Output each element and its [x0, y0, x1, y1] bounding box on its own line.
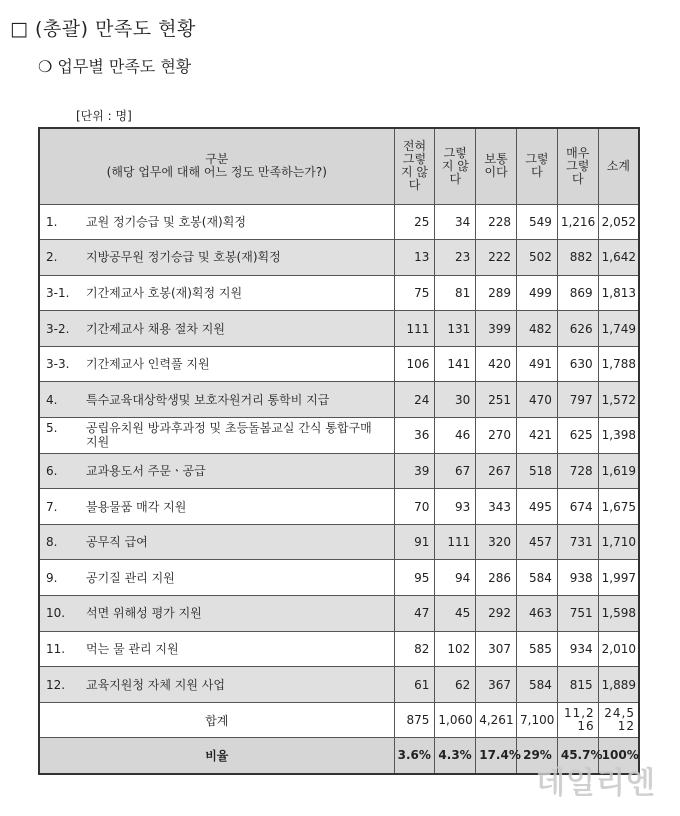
- cell-v4: 502: [517, 240, 558, 276]
- cell-v5: 751: [557, 596, 598, 632]
- ratio-row-v4: 29%: [517, 738, 558, 774]
- cell-v3: 320: [476, 524, 517, 560]
- cell-v5: 630: [557, 346, 598, 382]
- cell-v3: 286: [476, 560, 517, 596]
- cell-v2: 30: [435, 382, 476, 418]
- table-row: [39, 382, 639, 418]
- header-subtotal: 소계: [598, 128, 639, 204]
- ratio-row-v1: 3.6%: [394, 738, 435, 774]
- cell-v6: 1,749: [598, 311, 639, 347]
- cell-v1: 24: [394, 382, 435, 418]
- ratio-row-v3: 17.4%: [476, 738, 517, 774]
- cell-v6: 1,889: [598, 667, 639, 703]
- cell-v2: 34: [435, 204, 476, 240]
- table-row: [39, 346, 639, 382]
- row-text: 지방공무원 정기승급 및 호봉(재)획정: [86, 250, 281, 265]
- cell-v5: 626: [557, 311, 598, 347]
- cell-v4: 463: [517, 596, 558, 632]
- cell-v5: 797: [557, 382, 598, 418]
- header-strongly-agree: 매우 그렇 다: [557, 128, 598, 204]
- row-label: [39, 382, 394, 418]
- cell-v5: 731: [557, 524, 598, 560]
- cell-v1: 70: [394, 489, 435, 525]
- cell-v1: 39: [394, 453, 435, 489]
- ratio-row-v5: 45.7%: [557, 738, 598, 774]
- total-row: [39, 702, 639, 738]
- cell-v5: 728: [557, 453, 598, 489]
- cell-v4: 585: [517, 631, 558, 667]
- table-row: [39, 311, 639, 347]
- ratio-row-v2: 4.3%: [435, 738, 476, 774]
- page-title: □ (총괄) 만족도 현황: [10, 18, 196, 40]
- cell-v6: 1,398: [598, 418, 639, 454]
- cell-v6: 1,997: [598, 560, 639, 596]
- cell-v4: 482: [517, 311, 558, 347]
- cell-v1: 111: [394, 311, 435, 347]
- table-row: [39, 489, 639, 525]
- cell-v2: 23: [435, 240, 476, 276]
- cell-v2: 131: [435, 311, 476, 347]
- row-number: 2.: [46, 250, 58, 265]
- cell-v1: 91: [394, 524, 435, 560]
- table-row: [39, 560, 639, 596]
- row-number: 8.: [46, 535, 58, 550]
- cell-v5: 934: [557, 631, 598, 667]
- cell-v4: 584: [517, 560, 558, 596]
- total-row-v2: 1,060: [435, 702, 476, 738]
- cell-v3: 292: [476, 596, 517, 632]
- row-number: 11.: [46, 641, 66, 656]
- row-label: [39, 596, 394, 632]
- row-text: 공무직 급여: [86, 535, 148, 550]
- row-number: 5.: [46, 421, 58, 436]
- row-number: 10.: [46, 606, 66, 621]
- cell-v5: 938: [557, 560, 598, 596]
- cell-v6: 2,010: [598, 631, 639, 667]
- satisfaction-table: [38, 127, 640, 775]
- unit-label: [단위 : 명]: [76, 109, 132, 123]
- cell-v6: 1,788: [598, 346, 639, 382]
- row-text: 석면 위해성 평가 지원: [86, 606, 202, 621]
- cell-v3: 222: [476, 240, 517, 276]
- row-text: 특수교육대상학생및 보호자원거리 통학비 지급: [86, 392, 330, 407]
- row-label: [39, 560, 394, 596]
- cell-v1: 13: [394, 240, 435, 276]
- cell-v1: 47: [394, 596, 435, 632]
- table-row: [39, 240, 639, 276]
- total-row-v5: 11,216: [557, 702, 598, 738]
- cell-v3: 307: [476, 631, 517, 667]
- row-number: 9.: [46, 570, 58, 585]
- row-number: 3-1.: [46, 285, 70, 300]
- row-text: 기간제교사 인력풀 지원: [86, 357, 210, 372]
- row-text: 불용물품 매각 지원: [86, 499, 187, 514]
- cell-v6: 1,572: [598, 382, 639, 418]
- cell-v4: 549: [517, 204, 558, 240]
- cell-v4: 584: [517, 667, 558, 703]
- row-text: 기간제교사 호봉(재)획정 지원: [86, 285, 243, 300]
- cell-v1: 61: [394, 667, 435, 703]
- row-text: 공립유치원 방과후과정 및 초등돌봄교실 간식 통합구매 지원: [86, 421, 372, 450]
- cell-v1: 25: [394, 204, 435, 240]
- row-text: 공기질 관리 지원: [86, 570, 175, 585]
- cell-v6: 1,813: [598, 275, 639, 311]
- row-number: 4.: [46, 392, 58, 407]
- cell-v2: 81: [435, 275, 476, 311]
- total-row-v6: 24,512: [598, 702, 639, 738]
- header-category: 구분 (해당 업무에 대해 어느 정도 만족하는가?): [39, 128, 394, 204]
- cell-v1: 36: [394, 418, 435, 454]
- cell-v5: 882: [557, 240, 598, 276]
- header-strongly-disagree: 전혀 그렇 지 않 다: [394, 128, 435, 204]
- total-row-v1: 875: [394, 702, 435, 738]
- table-row: [39, 453, 639, 489]
- cell-v3: 228: [476, 204, 517, 240]
- cell-v3: 399: [476, 311, 517, 347]
- cell-v4: 470: [517, 382, 558, 418]
- cell-v5: 1,216: [557, 204, 598, 240]
- row-text: 교원 정기승급 및 호봉(재)획정: [86, 214, 246, 229]
- cell-v6: 2,052: [598, 204, 639, 240]
- cell-v2: 141: [435, 346, 476, 382]
- cell-v6: 1,710: [598, 524, 639, 560]
- cell-v2: 62: [435, 667, 476, 703]
- cell-v4: 518: [517, 453, 558, 489]
- table-row: [39, 204, 639, 240]
- cell-v6: 1,598: [598, 596, 639, 632]
- row-label: [39, 275, 394, 311]
- total-row-v3: 4,261: [476, 702, 517, 738]
- total-row-v4: 7,100: [517, 702, 558, 738]
- cell-v2: 45: [435, 596, 476, 632]
- cell-v4: 421: [517, 418, 558, 454]
- row-label: [39, 524, 394, 560]
- row-label: [39, 240, 394, 276]
- cell-v3: 270: [476, 418, 517, 454]
- row-number: 1.: [46, 214, 58, 229]
- cell-v1: 95: [394, 560, 435, 596]
- table-row: [39, 275, 639, 311]
- cell-v2: 67: [435, 453, 476, 489]
- row-label: [39, 346, 394, 382]
- cell-v3: 289: [476, 275, 517, 311]
- cell-v6: 1,675: [598, 489, 639, 525]
- section-subtitle: ❍ 업무별 만족도 현황: [38, 57, 192, 76]
- cell-v2: 94: [435, 560, 476, 596]
- table-row: [39, 418, 639, 454]
- ratio-row-label: 비율: [39, 738, 394, 774]
- row-number: 6.: [46, 463, 58, 478]
- cell-v3: 343: [476, 489, 517, 525]
- cell-v5: 869: [557, 275, 598, 311]
- row-number: 3-3.: [46, 357, 70, 372]
- watermark-logo: 데일리엔: [536, 766, 656, 801]
- cell-v6: 1,619: [598, 453, 639, 489]
- header-agree: 그렇 다: [517, 128, 558, 204]
- header-disagree: 그렇 지 않 다: [435, 128, 476, 204]
- cell-v5: 625: [557, 418, 598, 454]
- row-number: 7.: [46, 499, 58, 514]
- table-row: [39, 596, 639, 632]
- row-label: [39, 418, 394, 454]
- cell-v2: 46: [435, 418, 476, 454]
- table-row: [39, 524, 639, 560]
- row-label: [39, 311, 394, 347]
- row-label: [39, 204, 394, 240]
- cell-v5: 815: [557, 667, 598, 703]
- row-label: [39, 667, 394, 703]
- row-label: [39, 453, 394, 489]
- cell-v5: 674: [557, 489, 598, 525]
- row-number: 12.: [46, 677, 66, 692]
- cell-v2: 93: [435, 489, 476, 525]
- cell-v4: 457: [517, 524, 558, 560]
- cell-v1: 82: [394, 631, 435, 667]
- cell-v4: 491: [517, 346, 558, 382]
- cell-v6: 1,642: [598, 240, 639, 276]
- cell-v1: 106: [394, 346, 435, 382]
- cell-v3: 367: [476, 667, 517, 703]
- cell-v1: 75: [394, 275, 435, 311]
- total-row-label: 합계: [39, 702, 394, 738]
- cell-v3: 420: [476, 346, 517, 382]
- row-text: 교육지원청 자체 지원 사업: [86, 677, 225, 692]
- row-text: 교과용도서 주문ㆍ공급: [86, 463, 206, 478]
- cell-v2: 102: [435, 631, 476, 667]
- row-label: [39, 631, 394, 667]
- ratio-row-v6: 100%: [598, 738, 639, 774]
- row-label: [39, 489, 394, 525]
- cell-v2: 111: [435, 524, 476, 560]
- cell-v4: 499: [517, 275, 558, 311]
- row-text: 먹는 물 관리 지원: [86, 641, 179, 656]
- row-text: 기간제교사 채용 절차 지원: [86, 321, 225, 336]
- cell-v3: 251: [476, 382, 517, 418]
- table-row: [39, 631, 639, 667]
- header-neutral: 보통 이다: [476, 128, 517, 204]
- row-number: 3-2.: [46, 321, 70, 336]
- cell-v4: 495: [517, 489, 558, 525]
- table-row: [39, 667, 639, 703]
- cell-v3: 267: [476, 453, 517, 489]
